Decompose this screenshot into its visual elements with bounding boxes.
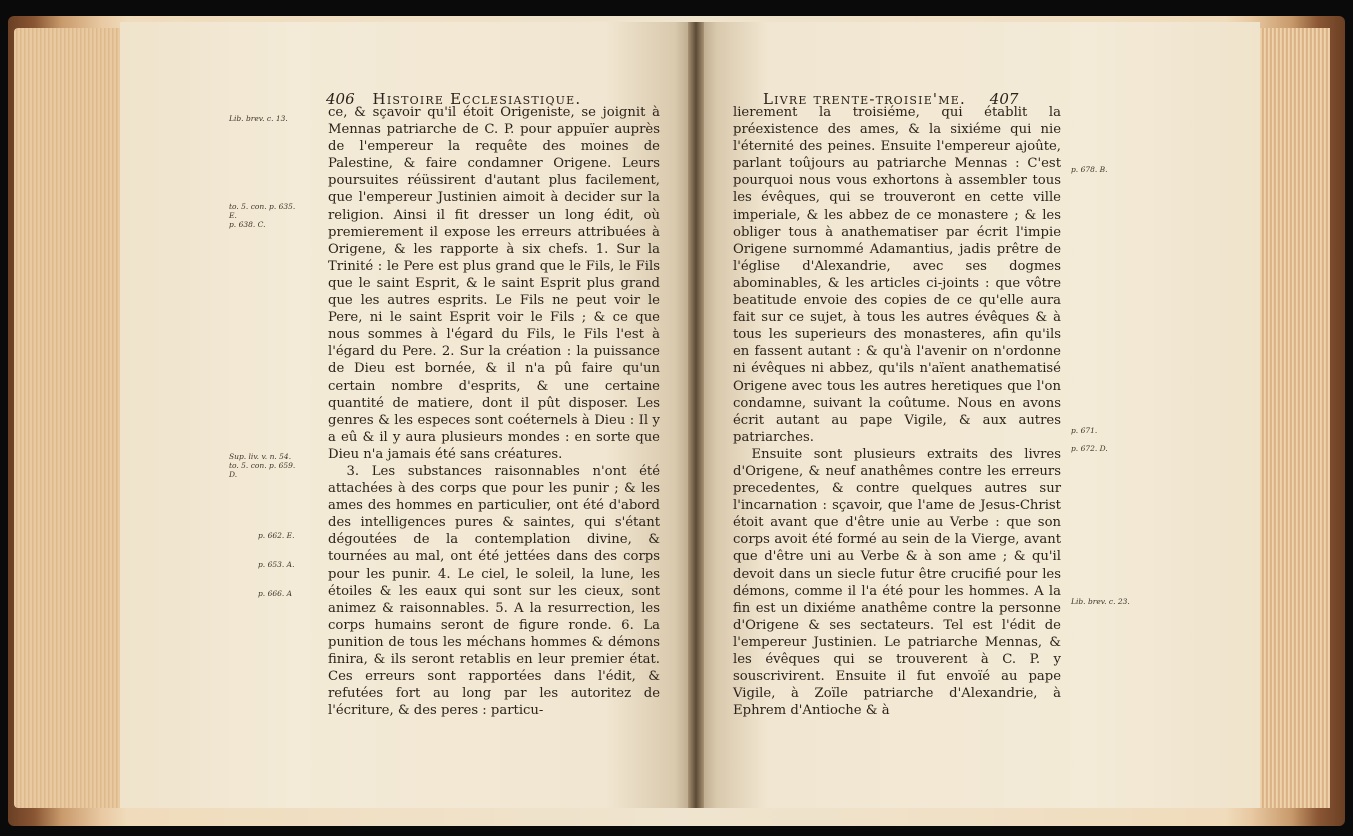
left-running-title: Histoire Ecclesiastique. (372, 90, 582, 108)
margin-note: Lib. brev. c. 13. (229, 114, 288, 123)
page-edges-right (1260, 28, 1330, 808)
margin-note: p. 672. D. (1071, 444, 1108, 453)
left-page-number: 406 (326, 90, 355, 108)
paragraph: Ensuite sont plusieurs extraits des livres d'Origene, & neuf anathêmes contre les erreurs precedentes, & contre quelques autres sur l'incarnation : sçavoir, que l'ame de Jesus-Christ étoit avant que d'être unie au Verbe : que son corps avoit été formé au sein de la Vierge, avant que d'être uni au Verbe & à son ame ; & qu'il devoit dans un siecle futur être crucifié pour les démons, comme il l'a été pour les hommes. A la fin est un dixiéme anathême contre la personne d'Origene & ses sectateurs. Tel est l'édit de l'empereur Justinien. Le patriarche Mennas, & les évêques qui se trouverent à C. P. y souscrivirent. Ensuite il fut envoïé au pape Vigile, à Zoïle patriarche d'Alexandrie, à Ephrem d'Antioche & à (733, 446, 1061, 719)
right-running-title: Livre trente-troisie'me. (763, 90, 966, 108)
margin-note: p. 671. (1071, 426, 1098, 435)
margin-note: p. 666. A (258, 589, 293, 598)
paragraph: 3. Les substances raisonnables n'ont été attachées à des corps que pour les punir ; & les ames des hommes en particulier, ont été d'abord des intelligences pures & saintes, qui s'étant dégoutées de la contemplation divine, & tournées au mal, ont été jettées dans des corps pour les punir. 4. Le ciel, le soleil, la lune, les étoiles & les eaux qui sont sur les cieux, sont animez & raisonnables. 5. A la resurrection, les corps humains seront de figure ronde. 6. La punition de tous les méchans hommes & démons finira, & ils seront retablis en leur premier état. Ces erreurs sont rapportées dans l'édit, & refutées fort au long par les autoritez de l'écriture, & des peres : particu- (328, 463, 660, 719)
margin-note: p. 662. E. (258, 531, 295, 540)
right-page-number: 407 (989, 90, 1019, 108)
right-body-text (733, 104, 1061, 719)
page-edges-left (14, 28, 120, 808)
margin-note: p. 678. B. (1071, 165, 1108, 174)
margin-note: to. 5. con. p. 635. E. p. 638. C. (229, 202, 296, 229)
paragraph: ce, & sçavoir qu'il étoit Origeniste, se joignit à Mennas patriarche de C. P. pour appuïer auprès de l'empereur la requête des moines de Palestine, & faire condamner Origene. Leurs poursuites réüssirent d'autant plus facilement, que l'empereur Justinien aimoit à decider sur la religion. Ainsi il fit dresser un long édit, où premierement il expose les erreurs attribuées à Origene, & les rapporte à six chefs. 1. Sur la Trinité : le Pere est plus grand que le Fils, le Fils que le saint Esprit, & le saint Esprit plus grand que les autres esprits. Le Fils ne peut voir le Pere, ni le saint Esprit voir le Fils ; & ce que nous sommes à l'égard du Fils, le Fils l'est à l'égard du Pere. 2. Sur la création : la puissance de Dieu est bornée, & il n'a pû faire qu'un certain nombre d'esprits, & une certaine quantité de matiere, dont il pût disposer. Les genres & les especes sont coéternels à Dieu : Il y a eû & il y aura plusieurs mondes : en sorte que Dieu n'a jamais été sans créatures. (328, 105, 660, 462)
margin-note: Lib. brev. c. 23. (1071, 597, 1130, 606)
margin-note: Sup. liv. v. n. 54. to. 5. con. p. 659. D. (229, 452, 296, 479)
paragraph: lierement la troisiéme, qui établit la préexistence des ames, & la sixiéme qui nie l'éternité des peines. Ensuite l'empereur ajoûte, parlant toûjours au patriarche Mennas : C'est pourquoi nous vous exhortons à assembler tous les évêques, qui se trouveront en cette ville imperiale, & les abbez de ce monastere ; & les obliger tous à anathematiser par écrit l'impie Origene surnommé Adamantius, jadis prêtre de l'église d'Alexandrie, avec ses dogmes abominables, & les articles ci-joints : que vôtre beatitude envoie des copies de ce qu'elle aura fait sur ce sujet, à tous les autres évêques & à tous les superieurs des monasteres, afin qu'ils en fassent autant : & qu'à l'avenir on n'ordonne ni évêques ni abbez, qu'ils n'aïent anathematisé Origene avec tous les autres heretiques que l'on condamne, suivant la coûtume. Nous en avons écrit autant au pape Vigile, & aux autres patriarches. (733, 105, 1061, 445)
book-gutter (688, 22, 704, 808)
left-body-text (328, 104, 660, 719)
margin-note: p. 653. A. (258, 560, 295, 569)
